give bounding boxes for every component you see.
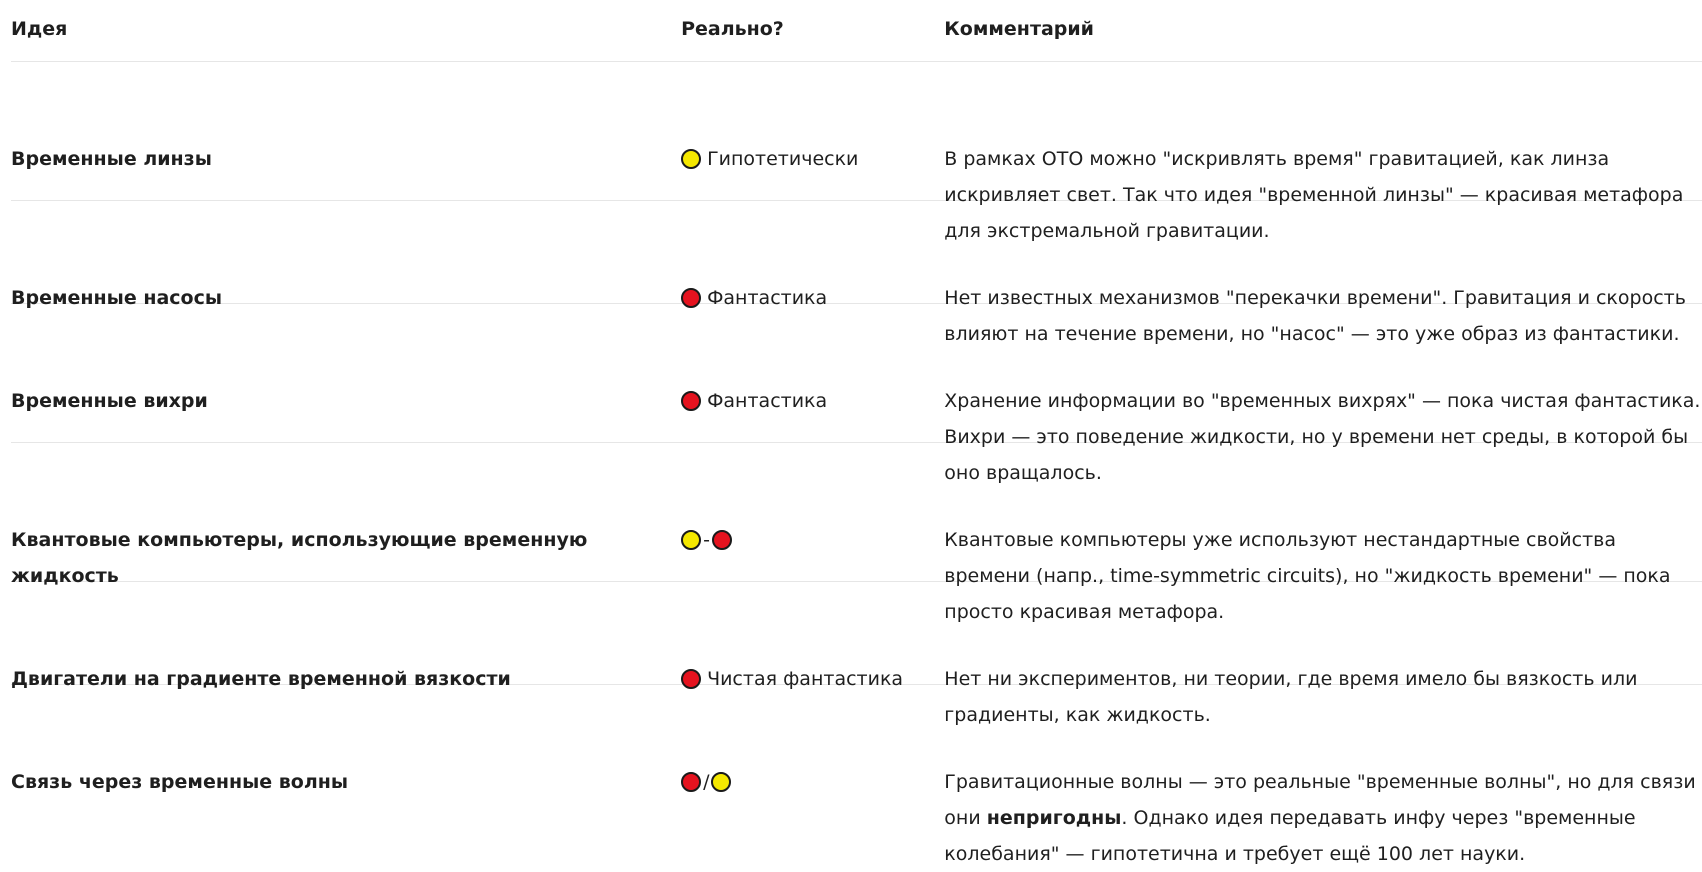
comment-cell: Хранение информации во "временных вихрях" — пока чистая фантастика. Вихри — это поведение жидкости, но у времени нет среды, в которой бы оно вращалось. [944, 390, 1701, 484]
status-separator: - [703, 529, 710, 551]
status-cell [681, 304, 944, 442]
idea-text: Связь через временные волны [11, 771, 349, 793]
idea-cell [11, 582, 681, 690]
idea-cell [11, 62, 681, 200]
status-cell [681, 685, 944, 830]
header-comment: Комментарий [944, 18, 1094, 40]
table-row [11, 304, 1702, 484]
comment-emphasis: непригодны [986, 807, 1122, 829]
table-row [11, 443, 1702, 623]
status-cell [681, 62, 944, 200]
ideas-table [11, 0, 1702, 865]
comment-cell: Нет ни экспериментов, ни теории, где время имело бы вязкость или градиенты, как жидкость. [944, 668, 1638, 726]
status-cell [681, 443, 944, 581]
idea-text: Двигатели на градиенте временной вязкости [11, 668, 511, 690]
red-circle-icon [681, 391, 701, 411]
idea-text: Квантовые компьютеры, использующие временную жидкость [11, 529, 588, 587]
header-idea: Идея [11, 18, 68, 40]
comment-cell: Квантовые компьютеры уже используют нестандартные свойства времени (напр., time-symmetric circuits), но "жидкость времени" — пока просто красивая метафора. [944, 529, 1671, 623]
status-label: Чистая фантастика [707, 668, 904, 690]
table-row [11, 201, 1702, 345]
idea-text: Временные линзы [11, 148, 212, 170]
status-cell [681, 201, 944, 309]
table-row [11, 685, 1702, 865]
comment-text: Гравитационные волны — это реальные "временные волны", но для связи они [944, 771, 1696, 829]
red-circle-icon [712, 530, 732, 550]
comment-cell: Нет известных механизмов "перекачки времени". Гравитация и скорость влияют на течение времени, но "насос" — это уже образ из фантастики. [944, 287, 1686, 345]
table-row [11, 582, 1702, 726]
comment-text: . Однако идея передавать инфу через "временные колебания" — гипотетична и требует ещё 100 лет науки. [944, 807, 1636, 865]
header-real: Реально? [681, 18, 784, 40]
table-row [11, 62, 1702, 242]
idea-cell [11, 201, 681, 309]
status-cell [681, 582, 944, 690]
idea-cell [11, 685, 681, 830]
idea-cell [11, 304, 681, 442]
table-header-row [11, 0, 1702, 62]
yellow-circle-icon [711, 772, 731, 792]
idea-text: Временные насосы [11, 287, 223, 309]
idea-text: Временные вихри [11, 390, 208, 412]
comment-cell: В рамках ОТО можно "искривлять время" гравитацией, как линза искривляет свет. Так что идея "временной линзы" — красивая метафора для экстремальной гравитации. [944, 148, 1684, 242]
status-label: Фантастика [707, 390, 828, 412]
status-label: Фантастика [707, 287, 828, 309]
idea-cell [11, 443, 681, 587]
yellow-circle-icon [681, 149, 701, 169]
yellow-circle-icon [681, 530, 701, 550]
status-label: Гипотетически [707, 148, 859, 170]
status-separator: / [703, 771, 710, 793]
comment-cell [944, 685, 1702, 865]
red-circle-icon [681, 772, 701, 792]
